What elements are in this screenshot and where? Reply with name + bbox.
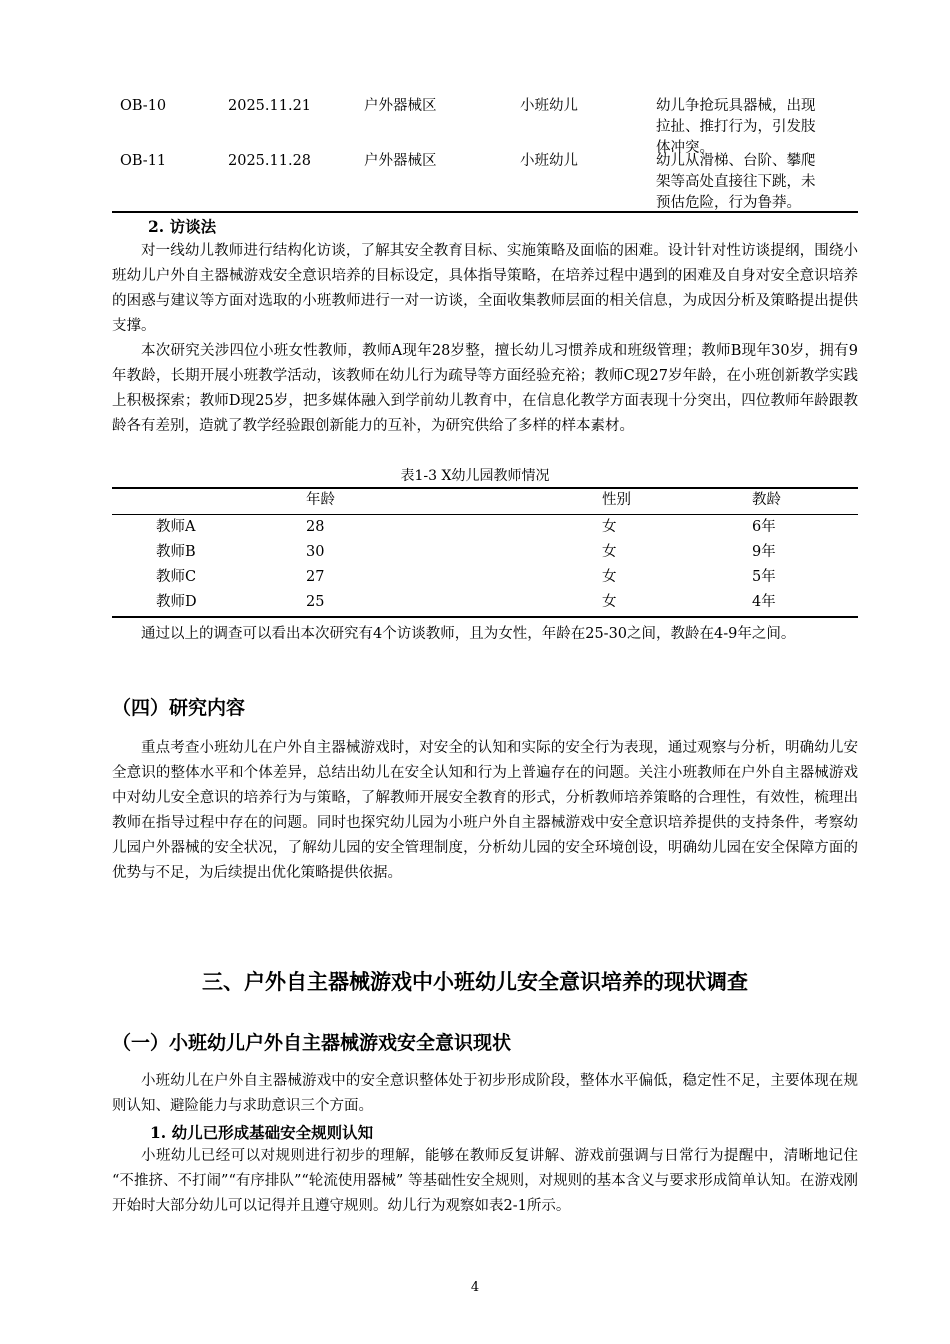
cell-gender: 女 <box>602 594 617 610</box>
section-heading: 2. 访谈法 <box>148 217 217 236</box>
cell-age: 30 <box>306 544 325 560</box>
section-heading: （一）小班幼儿户外自主器械游戏安全意识现状 <box>112 1032 512 1054</box>
obs-subject: 小班幼儿 <box>520 153 578 169</box>
paragraph: 本次研究关涉四位小班女性教师，教师A现年28岁整，擅长幼儿习惯养成和班级管理；教师B现年30岁，拥有9年教龄，长期开展小班教学活动，该教师在幼儿行为疏导等方面经验充裕；教师C现27岁年龄，在小班创新教学实践上积极探索；教师D现25岁，把多媒体融入到学前幼儿教育中，在信息化教学方面表现十分突出，四位教师年龄跟教龄各有差别，造就了教学经验跟创新能力的互补，为研究供给了多样的样本素材。 <box>112 343 858 434</box>
chapter-heading: 三、户外自主器械游戏中小班幼儿安全意识培养的现状调查 <box>202 969 748 994</box>
desc-line: 拉扯、推打行为，引发肢 <box>656 119 816 135</box>
cell-teacher: 教师C <box>156 569 197 585</box>
section-heading: （四）研究内容 <box>112 697 246 719</box>
desc-line: 幼儿争抢玩具器械，出现 <box>656 98 816 114</box>
obs-subject: 小班幼儿 <box>520 98 578 114</box>
column-header: 性别 <box>602 492 631 508</box>
paragraph: 小班幼儿在户外自主器械游戏中的安全意识整体处于初步形成阶段，整体水平偏低，稳定性不足，主要体现在规则认知、避险能力与求助意识三个方面。 <box>112 1073 858 1114</box>
page-number: 4 <box>470 1280 480 1295</box>
cell-age: 28 <box>306 519 325 535</box>
column-header: 年龄 <box>306 492 335 508</box>
cell-age: 25 <box>306 594 325 610</box>
obs-description <box>656 96 858 159</box>
cell-teacher: 教师B <box>156 544 196 560</box>
desc-line: 体冲突。 <box>656 140 714 156</box>
cell-years: 6年 <box>752 519 776 535</box>
cell-years: 5年 <box>752 569 776 585</box>
paragraph: 小班幼儿已经可以对规则进行初步的理解，能够在教师反复讲解、游戏前强调与日常行为提醒中，清晰地记住 “不推挤、不打闹”“有序排队”“轮流使用器械” 等基础性安全规则，对规则的基本含义与要求形成简单认知。在游戏刚开始时大部分幼儿可以记得并且遵守规则。幼儿行为观察如表2-1所示。 <box>112 1148 858 1214</box>
obs-id: OB-11 <box>120 153 167 169</box>
obs-date: 2025.11.28 <box>228 153 312 169</box>
table-top-rule <box>112 487 858 489</box>
cell-years: 9年 <box>752 544 776 560</box>
cell-teacher: 教师A <box>156 519 196 535</box>
cell-gender: 女 <box>602 544 617 560</box>
table-caption: 表1-3 X幼儿园教师情况 <box>400 468 550 484</box>
obs-description <box>656 151 858 214</box>
cell-years: 4年 <box>752 594 776 610</box>
obs-date: 2025.11.21 <box>228 98 312 114</box>
obs-area: 户外器械区 <box>364 153 437 169</box>
cell-gender: 女 <box>602 519 617 535</box>
obs-id: OB-10 <box>120 98 167 114</box>
cell-gender: 女 <box>602 569 617 585</box>
subsection-heading: 1. 幼儿已形成基础安全规则认知 <box>150 1123 374 1142</box>
table-bottom-rule <box>112 211 858 213</box>
obs-area: 户外器械区 <box>364 98 437 114</box>
column-header: 教龄 <box>752 492 781 508</box>
desc-line: 幼儿从滑梯、台阶、攀爬 <box>656 153 816 169</box>
paragraph: 通过以上的调查可以看出本次研究有4个访谈教师，且为女性，年龄在25-30之间，教龄在4-9年之间。 <box>141 626 796 642</box>
cell-age: 27 <box>306 569 325 585</box>
table-bottom-rule <box>112 616 858 618</box>
paragraph: 对一线幼儿教师进行结构化访谈，了解其安全教育目标、实施策略及面临的困难。设计针对性访谈提纲，围绕小班幼儿户外自主器械游戏安全意识培养的目标设定，具体指导策略，在培养过程中遇到的困难及自身对安全意识培养的困惑与建议等方面对选取的小班教师进行一对一访谈，全面收集教师层面的相关信息，为成因分析及策略提出提供支撑。 <box>112 243 858 334</box>
paragraph: 重点考查小班幼儿在户外自主器械游戏时，对安全的认知和实际的安全行为表现，通过观察与分析，明确幼儿安全意识的整体水平和个体差异，总结出幼儿在安全认知和行为上普遍存在的问题。关注小班教师在户外自主器械游戏中对幼儿安全意识的培养行为与策略，了解教师开展安全教育的形式，分析教师培养策略的合理性，有效性，梳理出教师在指导过程中存在的问题。同时也探究幼儿园为小班户外自主器械游戏中安全意识培养提供的支持条件，考察幼儿园户外器械的安全状况，了解幼儿园的安全管理制度，分析幼儿园的安全环境创设，明确幼儿园在安全保障方面的优势与不足，为后续提出优化策略提供依据。 <box>112 740 858 881</box>
desc-line: 架等高处直接往下跳，未 <box>656 174 816 190</box>
cell-teacher: 教师D <box>156 594 197 610</box>
table-header-rule <box>112 514 858 515</box>
desc-line: 预估危险，行为鲁莽。 <box>656 195 801 211</box>
